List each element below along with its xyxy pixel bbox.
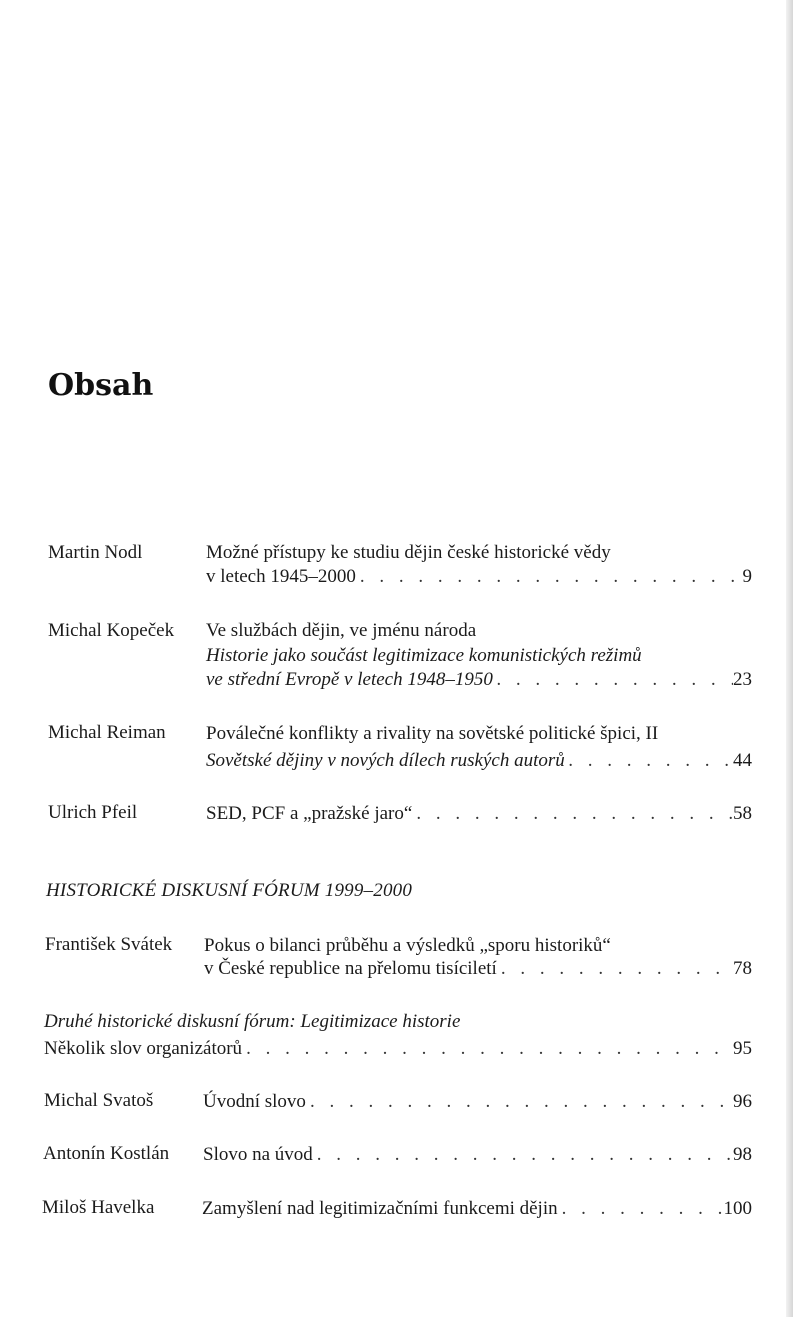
toc-entry-line bbox=[204, 958, 752, 980]
leader-dots bbox=[242, 1038, 733, 1060]
toc-entry-line bbox=[203, 1091, 752, 1113]
page-number: 100 bbox=[723, 1198, 752, 1219]
toc-author: Ulrich Pfeil bbox=[48, 802, 138, 823]
toc-entry-title: Úvodní slovo bbox=[203, 1091, 306, 1112]
toc-author: Martin Nodl bbox=[48, 542, 143, 563]
toc-entry-title: Poválečné konflikty a rivality na sovětské politické špici, II bbox=[206, 723, 659, 744]
leader-dots bbox=[313, 1144, 733, 1166]
leader-dots bbox=[565, 750, 733, 772]
toc-entry-title-cont: v České republice na přelomu tisíciletí bbox=[204, 958, 497, 979]
toc-entry-line bbox=[203, 1144, 752, 1166]
page-number: 58 bbox=[733, 803, 752, 824]
page-title: Obsah bbox=[48, 368, 154, 403]
leader-dots bbox=[493, 669, 733, 691]
toc-entry-title-cont: v letech 1945–2000 bbox=[206, 566, 356, 587]
toc-entry-title: Několik slov organizátorů bbox=[44, 1038, 243, 1059]
toc-entry-subtitle: Sovětské dějiny v nových dílech ruských autorů bbox=[206, 750, 565, 771]
toc-author: Michal Reiman bbox=[48, 722, 166, 743]
page-number: 23 bbox=[733, 669, 752, 690]
toc-entry-line bbox=[206, 566, 752, 588]
toc-entry-title: Slovo na úvod bbox=[203, 1144, 313, 1165]
leader-dots bbox=[412, 803, 733, 825]
toc-entry-line bbox=[206, 803, 752, 825]
toc-author: František Svátek bbox=[45, 934, 173, 955]
toc-author: Antonín Kostlán bbox=[43, 1143, 170, 1164]
toc-author: Michal Kopeček bbox=[48, 620, 175, 641]
toc-entry-title: Ve službách dějin, ve jménu národa bbox=[206, 620, 477, 641]
toc-entry-title: SED, PCF a „pražské jaro“ bbox=[206, 803, 413, 824]
leader-dots bbox=[558, 1198, 724, 1220]
toc-entry-line bbox=[206, 669, 752, 691]
toc-author: Miloš Havelka bbox=[42, 1197, 155, 1218]
toc-entry-title: Možné přístupy ke studiu dějin české historické vědy bbox=[206, 542, 611, 563]
subsection-heading: Druhé historické diskusní fórum: Legitimizace historie bbox=[44, 1011, 461, 1032]
toc-entry-line bbox=[206, 750, 752, 772]
toc-entry-title: Zamyšlení nad legitimizačními funkcemi dějin bbox=[202, 1198, 558, 1219]
page-number: 44 bbox=[733, 750, 752, 771]
toc-entry-subtitle: Historie jako součást legitimizace komunistických režimů bbox=[206, 645, 642, 666]
page-number: 9 bbox=[742, 566, 752, 587]
page-number: 95 bbox=[733, 1038, 752, 1059]
toc-entry-subtitle-cont: ve střední Evropě v letech 1948–1950 bbox=[206, 669, 493, 690]
toc-author: Michal Svatoš bbox=[44, 1090, 154, 1111]
page-number: 96 bbox=[733, 1091, 752, 1112]
toc-entry-line bbox=[202, 1198, 752, 1220]
leader-dots bbox=[497, 958, 733, 980]
section-heading: HISTORICKÉ DISKUSNÍ FÓRUM 1999–2000 bbox=[46, 880, 413, 901]
leader-dots bbox=[356, 566, 743, 588]
page-edge bbox=[786, 0, 793, 1317]
page-number: 78 bbox=[733, 958, 752, 979]
toc-entry-line bbox=[44, 1038, 752, 1060]
page-number: 98 bbox=[733, 1144, 752, 1165]
leader-dots bbox=[306, 1091, 733, 1113]
toc-entry-title: Pokus o bilanci průběhu a výsledků „sporu historiků“ bbox=[204, 935, 611, 956]
